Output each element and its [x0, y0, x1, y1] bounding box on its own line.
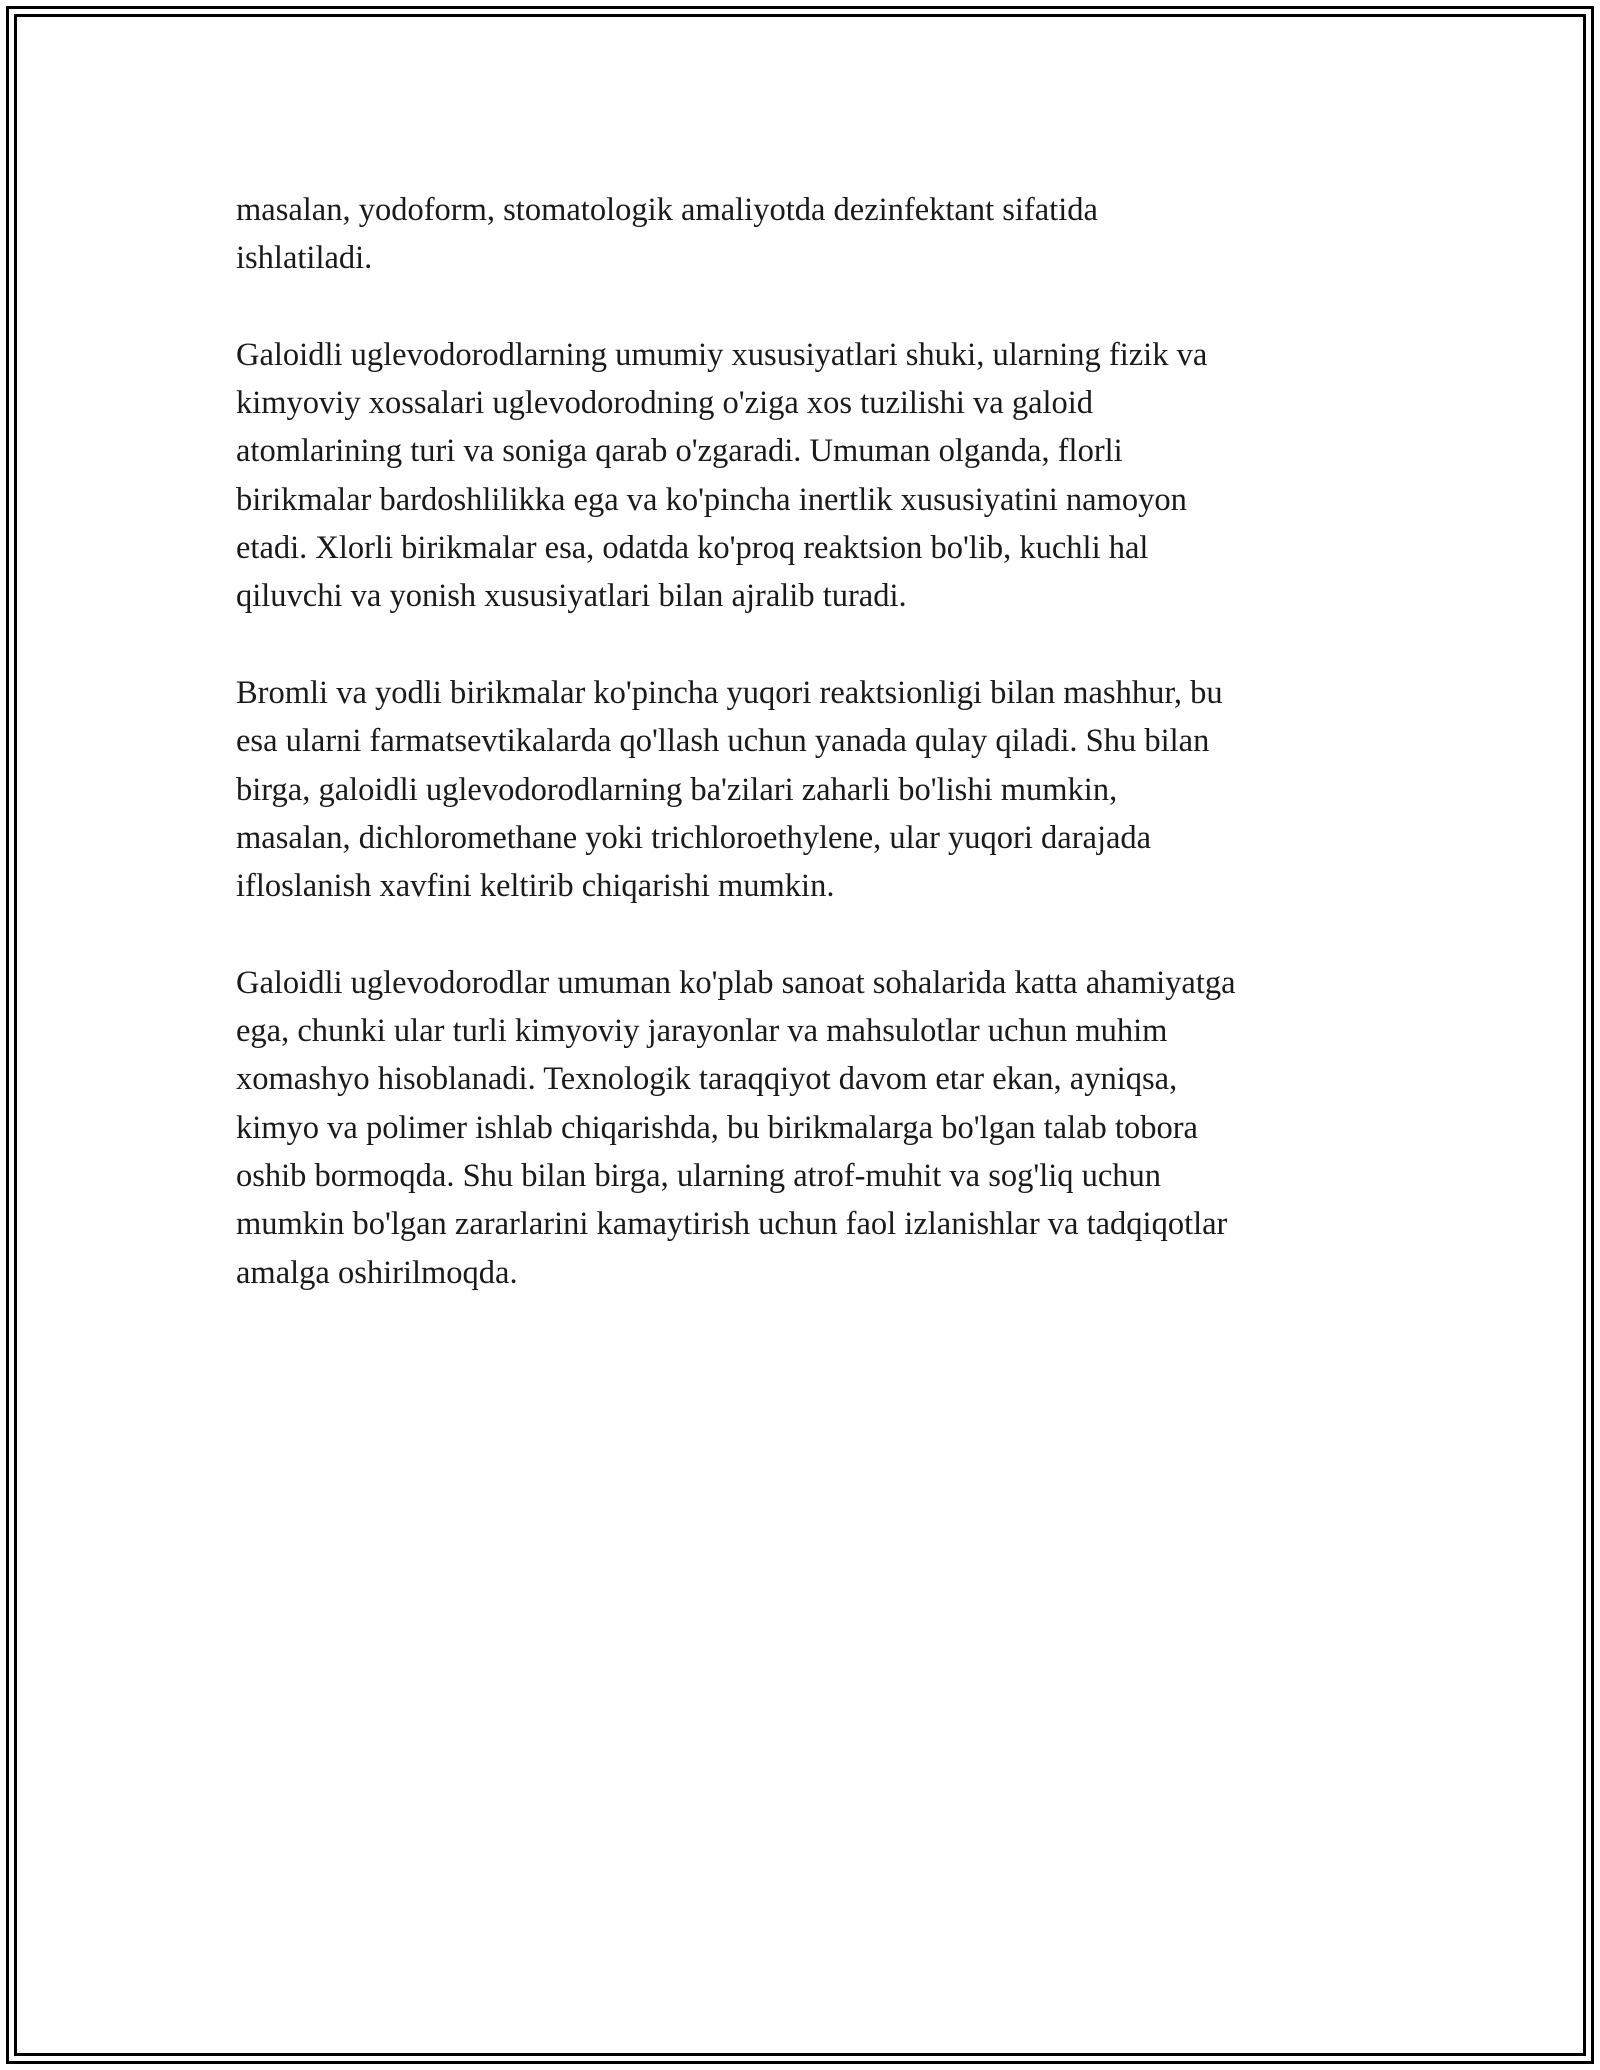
text-line: Galoidli uglevodorodlarning umumiy xususiyatlari shuki, ularning fizik va	[236, 336, 1208, 373]
text-line: masalan, dichloromethane yoki trichloroethylene, ular yuqori darajada	[236, 819, 1152, 856]
document-body	[236, 186, 1396, 1345]
text-line: kimyo va polimer ishlab chiqarishda, bu birikmalarga bo'lgan talab tobora	[236, 1109, 1198, 1146]
text-line: amalga oshirilmoqda.	[236, 1254, 518, 1291]
text-line: qiluvchi va yonish xususiyatlari bilan ajralib turadi.	[236, 578, 907, 615]
text-line: ifloslanish xavfini keltirib chiqarishi mumkin.	[236, 868, 835, 905]
text-line: masalan, yodoform, stomatologik amaliyotda dezinfektant sifatida	[236, 192, 1098, 228]
text-line: birikmalar bardoshlilikka ega va ko'pincha inertlik xususiyatini namoyon	[236, 481, 1187, 518]
text-line: ishlatiladi.	[236, 240, 373, 277]
paragraph-2	[236, 331, 1396, 621]
text-line: etadi. Xlorli birikmalar esa, odatda ko'proq reaktsion bo'lib, kuchli hal	[236, 530, 1149, 567]
text-line: atomlarining turi va soniga qarab o'zgaradi. Umuman olganda, florli	[236, 433, 1123, 470]
text-line: mumkin bo'lgan zararlarini kamaytirish uchun faol izlanishlar va tadqiqotlar	[236, 1206, 1228, 1243]
text-line: xomashyo hisoblanadi. Texnologik taraqqiyot davom etar ekan, ayniqsa,	[236, 1061, 1178, 1098]
text-line: birga, galoidli uglevodorodlarning ba'zilari zaharli bo'lishi mumkin,	[236, 771, 1118, 808]
text-line: ega, chunki ular turli kimyoviy jarayonlar va mahsulotlar uchun muhim	[236, 1013, 1168, 1050]
text-line: esa ularni farmatsevtikalarda qo'llash uchun yanada qulay qiladi. Shu bilan	[236, 723, 1210, 760]
paragraph-3	[236, 669, 1396, 910]
text-line: oshib bormoqda. Shu bilan birga, ularning atrof-muhit va sog'liq uchun	[236, 1157, 1162, 1194]
paragraph-4	[236, 959, 1396, 1297]
paragraph-1	[236, 186, 1396, 283]
text-line: Galoidli uglevodorodlar umuman ko'plab sanoat sohalarida katta ahamiyatga	[236, 964, 1236, 1001]
text-line: Bromli va yodli birikmalar ko'pincha yuqori reaktsionligi bilan mashhur, bu	[236, 674, 1223, 711]
text-line: kimyoviy xossalari uglevodorodning o'ziga xos tuzilishi va galoid	[236, 385, 1094, 422]
